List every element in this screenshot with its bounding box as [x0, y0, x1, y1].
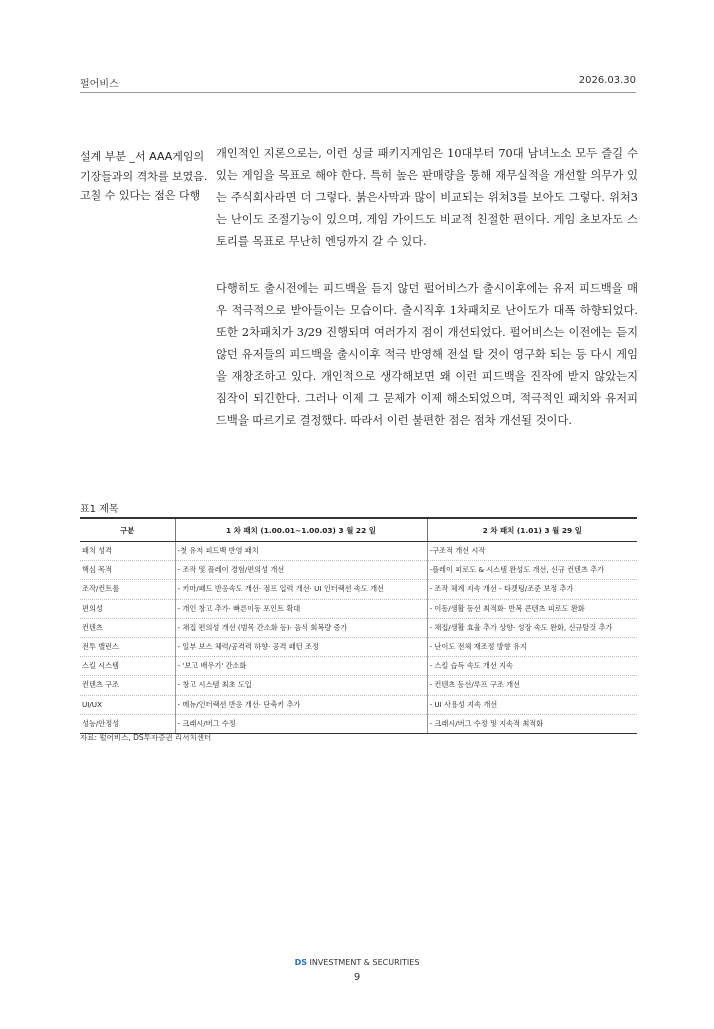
patch-2-cell: - 스킬 습득 속도 개선 지속 — [427, 657, 637, 676]
side-summary-line: 설계 부분 _서 AAA게임의 — [80, 150, 205, 163]
row-label: 컨텐츠 — [80, 618, 175, 637]
body-text — [216, 143, 638, 457]
side-summary-line: 기장들과의 격차를 보였음. — [80, 169, 208, 183]
side-summary — [80, 147, 208, 206]
row-label: UI/UX — [80, 695, 175, 714]
patch-1-cell: - 메뉴/인터랙션 반응 개선· 단축키 추가 — [175, 695, 427, 714]
page-header — [80, 74, 636, 93]
table-header-row — [80, 518, 637, 542]
table-row — [80, 599, 637, 618]
row-label: 컨텐츠 구조 — [80, 676, 175, 695]
row-label: 패치 성격 — [80, 542, 175, 561]
patch-2-cell: - 컨텐츠 동선/루프 구조 개선 — [427, 676, 637, 695]
paragraph: 개인적인 지론으로는, 이런 싱글 패키지게임은 10대부터 70대 남녀노소 모두 즐길 수 있는 게임을 목표로 해야 한다. 특히 높은 판매량을 통해 재무실적을 개선할 의무가 있는 주식회사라면 더 그렇다. 붉은사막과 많이 비교되는 위쳐3를 보아도 그렇다. 위쳐3는 난이도 조절기능이 있으며, 게임 가이드도 비교적 친절한 편이다. 게임 초보자도 스토리를 목표로 무난히 엔딩까지 갈 수 있다. — [216, 147, 638, 248]
patch-1-cell: - 창고 시스템 최초 도입 — [175, 676, 427, 695]
company-name: 펄어비스 — [80, 79, 119, 90]
header-patch-1: 1 차 패치 (1.00.01~1.00.03) 3 월 22 일 — [175, 518, 427, 542]
header-category: 구분 — [80, 518, 175, 542]
patch-2-cell: -구조적 개선 시작 — [427, 542, 637, 561]
patch-1-cell: -첫 유저 피드백 반영 패치 — [175, 542, 427, 561]
table-row — [80, 695, 637, 714]
paragraph: 다행히도 출시전에는 피드백을 듣지 않던 펄어비스가 출시이후에는 유저 피드백을 매우 적극적으로 받아들이는 모습이다. 출시직후 1차패치로 난이도가 대폭 하향되었다. 또한 2차패치가 3/29 진행되며 여러가지 점이 개선되었다. 펄어비스는 이전에는 듣지 않던 유저들의 피드백을 출시이후 적극 반영해 전설 탈 것이 영구화 되는 등 다시 게임을 재창조하고 있다. 개인적으로 생각해보면 왜 이런 피드백을 진작에 받지 않았는지 짐작이 되긴한다. 그러나 이제 그 문제가 이제 해소되었으며, 적극적인 패치와 유저피드백을 따르기로 결정했다. 따라서 이런 불편한 점은 점차 개선될 것이다. — [216, 282, 638, 427]
table-row — [80, 637, 637, 656]
table-caption: 표1 제목 — [80, 504, 119, 515]
row-label: 조작/컨트롤 — [80, 580, 175, 599]
table-row — [80, 657, 637, 676]
footer-brand-rest: INVESTMENT & SECURITIES — [307, 958, 420, 967]
patch-1-cell: - 개인 창고 추가· 빠른이동 포인트 확대 — [175, 599, 427, 618]
table-row — [80, 714, 637, 733]
patch-2-cell: - 이동/생활 동선 최적화· 반복 콘텐츠 피로도 완화 — [427, 599, 637, 618]
patch-2-cell: - 채집/생활 효율 추가 상향· 성장 속도 완화, 신규탈것 추가 — [427, 618, 637, 637]
table-row — [80, 580, 637, 599]
patch-2-cell: - 크래시/버그 수정 및 지속적 최적화 — [427, 714, 637, 733]
table-row — [80, 618, 637, 637]
patch-1-cell: - '보고 배우기' 간소화 — [175, 657, 427, 676]
patch-1-cell: - 크래시/버그 수정 — [175, 714, 427, 733]
patch-1-cell: - 일부 보스 체력/공격력 하향· 공격 패턴 조정 — [175, 637, 427, 656]
header-patch-2: 2 차 패치 (1.01) 3 월 29 일 — [427, 518, 637, 542]
patch-1-cell: - 채집 편의성 개선 (범목 간소화 등)· 음식 회복량 증가 — [175, 618, 427, 637]
report-date: 2026.03.30 — [578, 75, 636, 86]
footer-brand-ds: DS — [294, 958, 307, 967]
patch-2-cell: - 난이도 전체 재조정 방향 유지 — [427, 637, 637, 656]
patch-1-cell: - 키마/패드 반응속도 개선· 점프 입력 개선· UI 인터랙션 속도 개선 — [175, 580, 427, 599]
footer-brand — [0, 958, 714, 967]
patch-2-cell: -플레이 피로도 & 시스템 완성도 개선, 신규 컨텐츠 추가 — [427, 561, 637, 580]
table-row — [80, 542, 637, 561]
page-number: 9 — [353, 972, 361, 983]
table-row — [80, 561, 637, 580]
patch-1-cell: - 조작 및 플레이 경험/편의성 개선 — [175, 561, 427, 580]
patch-comparison-table — [80, 517, 637, 734]
row-label: 전투 밸런스 — [80, 637, 175, 656]
patch-2-cell: - 조작 체계 지속 개선 - 타겟팅/조준 보정 추가 — [427, 580, 637, 599]
table-source: 자료: 펄어비스, DS투자증권 리서치센터 — [80, 733, 212, 742]
row-label: 핵심 목적 — [80, 561, 175, 580]
side-summary-line: 고칠 수 있다는 점은 다행 — [80, 189, 201, 202]
row-label: 성능/안정성 — [80, 714, 175, 733]
row-label: 편의성 — [80, 599, 175, 618]
table-row — [80, 676, 637, 695]
patch-2-cell: - UI 사용성 지속 개선 — [427, 695, 637, 714]
row-label: 스킬 시스템 — [80, 657, 175, 676]
